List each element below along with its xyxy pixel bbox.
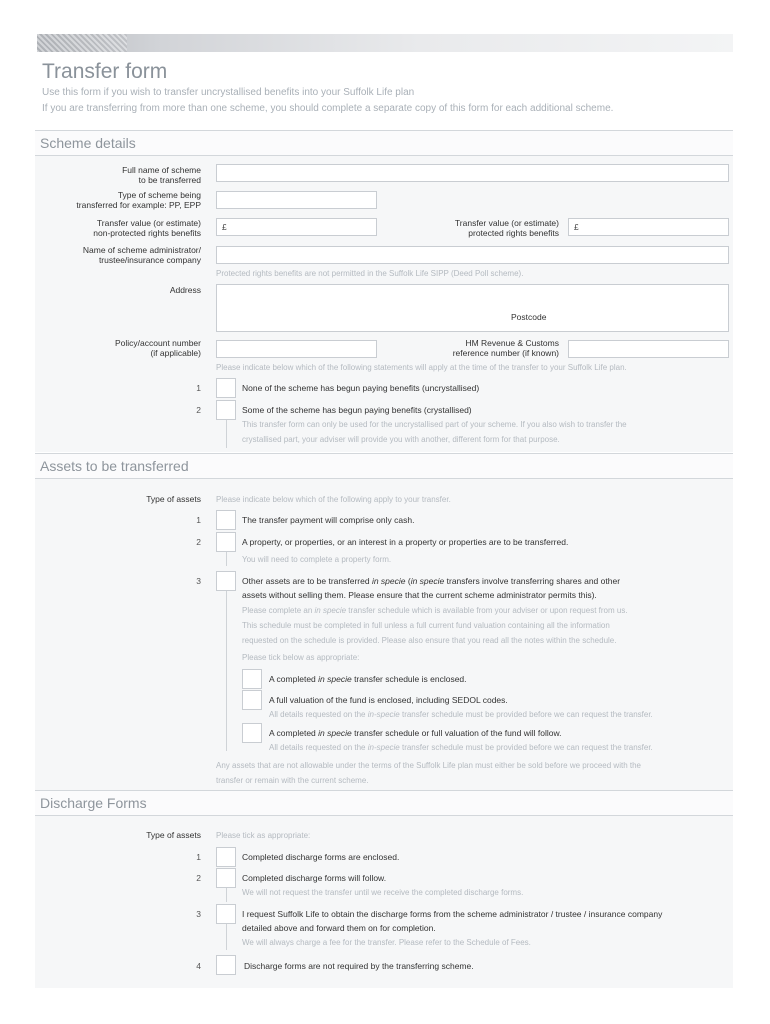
scheme-details-header xyxy=(35,130,733,156)
schedule-enclosed-label: A completed in specie transfer schedule is enclosed. xyxy=(269,674,467,684)
transfer-value-protected-field[interactable] xyxy=(568,218,729,236)
valuation-enclosed-checkbox[interactable] xyxy=(242,690,262,710)
hmrc-reference-label: HM Revenue & Customs reference number (if known) xyxy=(452,338,559,358)
crystallised-label: Some of the scheme has begun paying benefits (crystallised) xyxy=(242,405,472,415)
option-number: 1 xyxy=(196,383,201,393)
scheme-type-label: Type of scheme being transferred for example: PP, EPP xyxy=(76,190,201,210)
schedule-enclosed-checkbox[interactable] xyxy=(242,669,262,689)
option-number: 1 xyxy=(196,515,201,525)
forms-not-required-label: Discharge forms are not required by the transferring scheme. xyxy=(244,961,474,971)
obtain-forms-label: I request Suffolk Life to obtain the discharge forms from the scheme administrator / trustee / insurance company detailed above and forward them on for completion. xyxy=(242,909,663,933)
will-follow-label: A completed in specie transfer schedule or full valuation of the fund will follow. xyxy=(269,728,562,738)
hmrc-reference-field[interactable] xyxy=(568,340,729,358)
connector-line xyxy=(226,924,227,950)
uncrystallised-label: None of the scheme has begun paying benefits (uncrystallised) xyxy=(242,383,480,393)
statements-hint: Please indicate below which of the following statements will apply at the time of the transfer to your Suffolk Life plan. xyxy=(216,363,627,372)
option-number: 2 xyxy=(196,873,201,883)
transfer-value-nonprotected-field[interactable] xyxy=(216,218,377,236)
assets-footer-note: Any assets that are not allowable under the terms of the Suffolk Life plan must either be sold before we proceed with the transfer or remain with the current scheme. xyxy=(216,761,641,785)
assets-header xyxy=(35,453,733,479)
obtain-forms-hint: We will always charge a fee for the transfer. Please refer to the Schedule of Fees. xyxy=(242,938,531,947)
option-number: 1 xyxy=(196,852,201,862)
forms-not-required-checkbox[interactable] xyxy=(216,955,236,975)
option-number: 4 xyxy=(196,961,201,971)
administrator-field[interactable] xyxy=(216,246,729,264)
connector-line xyxy=(226,420,227,448)
section-title: Assets to be transferred xyxy=(40,458,189,474)
option-number: 2 xyxy=(196,405,201,415)
transfer-value-protected-label: Transfer value (or estimate) protected rights benefits xyxy=(454,218,559,238)
header-banner xyxy=(37,34,733,52)
assets-hint: Please indicate below which of the following apply to your transfer. xyxy=(216,495,451,504)
in-specie-hint: Please complete an in specie transfer schedule which is available from your adviser or upon request from us. This schedule must be completed in full unless a full current fund valuation containing all the information requested on the schedule is provided. Please also ensure that you read all the notes within the schedule. xyxy=(242,606,628,645)
valuation-hint: All details requested on the in-specie transfer schedule must be provided before we can request the transfer. xyxy=(269,710,653,719)
in-specie-label: Other assets are to be transferred in specie (in specie transfers involve transferring shares and other assets without selling them. Please ensure that the current scheme administrator permits this). xyxy=(242,576,621,600)
tick-hint: Please tick below as appropriate: xyxy=(242,653,360,662)
currency-prefix: £ xyxy=(222,222,227,232)
address-label: Address xyxy=(169,285,201,295)
administrator-label: Name of scheme administrator/ trustee/insurance company xyxy=(82,245,201,265)
discharge-header xyxy=(35,790,733,816)
will-follow-hint: All details requested on the in-specie transfer schedule must be provided before we can request the transfer. xyxy=(269,743,653,752)
crystallised-checkbox[interactable] xyxy=(216,400,236,420)
postcode-label: Postcode xyxy=(511,312,547,322)
forms-follow-hint: We will not request the transfer until we receive the completed discharge forms. xyxy=(242,888,524,897)
connector-line xyxy=(226,552,227,566)
option-number: 3 xyxy=(196,909,201,919)
section-title: Scheme details xyxy=(40,135,136,151)
in-specie-checkbox[interactable] xyxy=(216,571,236,591)
scheme-type-field[interactable] xyxy=(216,191,377,209)
forms-enclosed-checkbox[interactable] xyxy=(216,847,236,867)
policy-number-field[interactable] xyxy=(216,340,377,358)
obtain-forms-checkbox[interactable] xyxy=(216,904,236,924)
cash-only-label: The transfer payment will comprise only cash. xyxy=(242,515,415,525)
discharge-hint: Please tick as appropriate: xyxy=(216,831,311,840)
protected-rights-note: Protected rights benefits are not permitted in the Suffolk Life SIPP (Deed Poll scheme). xyxy=(216,269,524,278)
currency-prefix: £ xyxy=(574,222,579,232)
cash-only-checkbox[interactable] xyxy=(216,510,236,530)
intro-text-2: If you are transferring from more than one scheme, you should complete a separate copy of this form for each additional scheme. xyxy=(42,103,614,114)
valuation-enclosed-label: A full valuation of the fund is enclosed, including SEDOL codes. xyxy=(269,695,508,705)
discharge-type-label: Type of assets xyxy=(146,830,201,840)
connector-line xyxy=(226,888,227,902)
full-name-label: Full name of scheme to be transferred xyxy=(122,165,201,185)
discharge-section xyxy=(35,816,733,988)
forms-follow-label: Completed discharge forms will follow. xyxy=(242,873,387,883)
banner-texture xyxy=(37,34,127,52)
crystallised-hint: This transfer form can only be used for the uncrystallised part of your scheme. If you also wish to transfer the crystallised part, your adviser will provide you with another, different form for that purpose. xyxy=(242,420,627,444)
transfer-value-nonprotected-label: Transfer value (or estimate) non-protected rights benefits xyxy=(93,218,201,238)
policy-number-label: Policy/account number (if applicable) xyxy=(115,338,201,358)
scheme-details-section xyxy=(35,156,733,452)
page-title: Transfer form xyxy=(42,60,168,83)
uncrystallised-checkbox[interactable] xyxy=(216,378,236,398)
option-number: 3 xyxy=(196,576,201,586)
address-field[interactable] xyxy=(216,284,729,332)
intro-text: Use this form if you wish to transfer uncrystallised benefits into your Suffolk Life plan xyxy=(42,87,415,98)
will-follow-checkbox[interactable] xyxy=(242,723,262,743)
property-checkbox[interactable] xyxy=(216,532,236,552)
scheme-name-field[interactable] xyxy=(216,164,729,182)
assets-section xyxy=(35,479,733,790)
property-hint: You will need to complete a property form. xyxy=(242,555,392,564)
forms-enclosed-label: Completed discharge forms are enclosed. xyxy=(242,852,400,862)
type-of-assets-label: Type of assets xyxy=(146,494,201,504)
section-title: Discharge Forms xyxy=(40,795,147,811)
connector-line xyxy=(226,591,227,751)
forms-follow-checkbox[interactable] xyxy=(216,868,236,888)
property-label: A property, or properties, or an interest in a property or properties are to be transferred. xyxy=(242,537,569,547)
option-number: 2 xyxy=(196,537,201,547)
